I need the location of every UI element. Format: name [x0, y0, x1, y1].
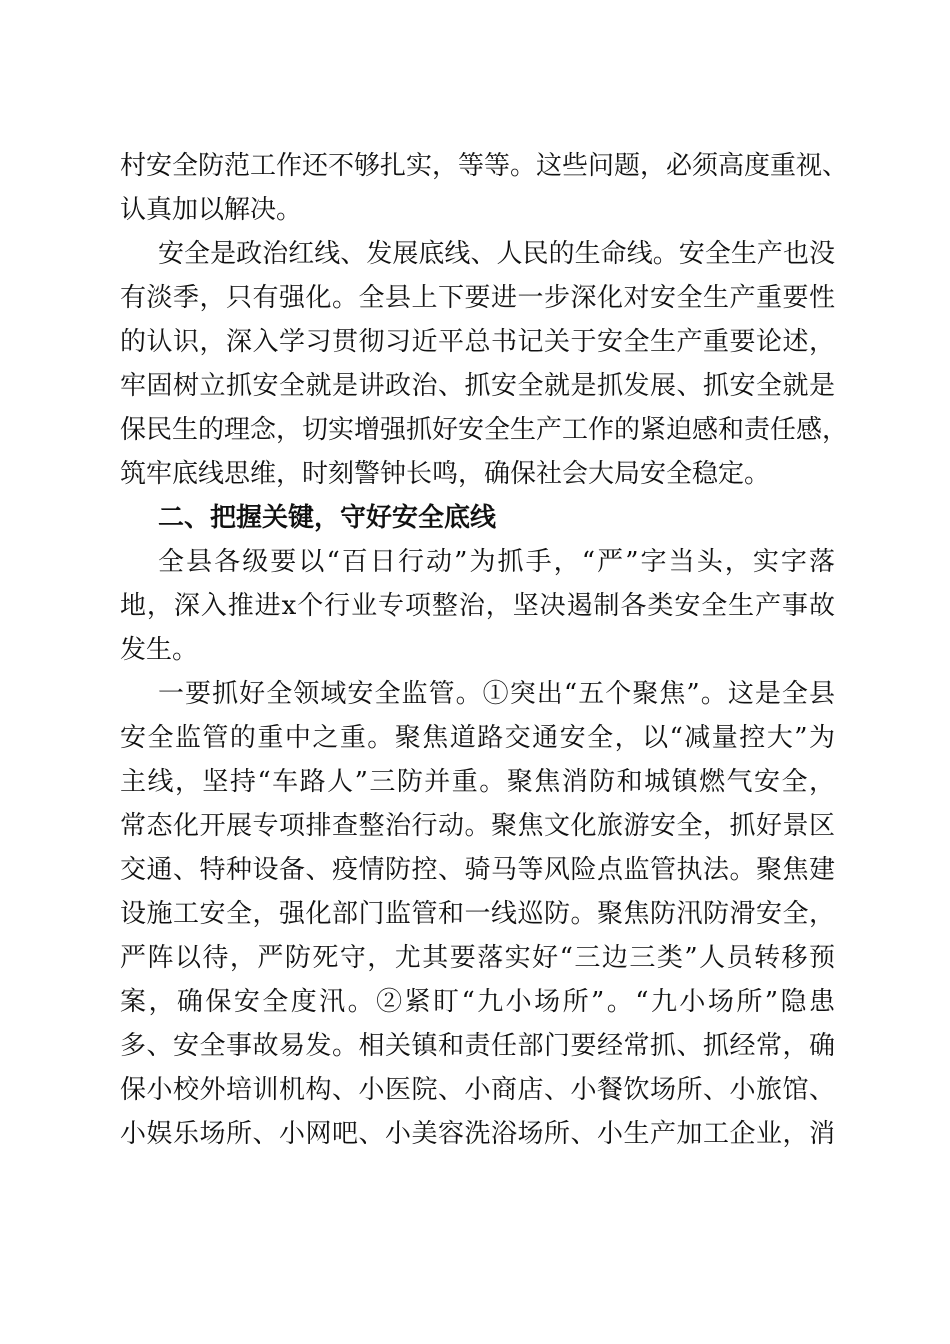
text-line: 发生。 [120, 635, 199, 665]
paragraph-2 [120, 232, 849, 496]
text-line: 村安全防范工作还不够扎实，等等。这些问题，必须高度重视、 [120, 151, 849, 181]
text-line: 安全监管的重中之重。聚焦道路交通安全，以“减量控大”为 [120, 723, 835, 753]
text-line: 案，确保安全度汛。②紧盯“九小场所”。“九小场所”隐患 [120, 987, 835, 1017]
text-line: 地，深入推进x个行业专项整治，坚决遏制各类安全生产事故 [120, 591, 835, 621]
text-line: 小娱乐场所、小网吧、小美容洗浴场所、小生产加工企业，消 [120, 1119, 835, 1149]
text-line: 全县各级要以“百日行动”为抓手，“严”字当头，实字落 [158, 547, 835, 577]
text-line: 交通、特种设备、疫情防控、骑马等风险点监管执法。聚焦建 [120, 855, 835, 885]
paragraph-1 [120, 144, 849, 232]
document-body [120, 144, 849, 1156]
text-line: 主线，坚持“车路人”三防并重。聚焦消防和城镇燃气安全， [120, 767, 835, 797]
text-line: 一要抓好全领域安全监管。①突出“五个聚焦”。这是全县 [158, 679, 835, 709]
text-line: 保小校外培训机构、小医院、小商店、小餐饮场所、小旅馆、 [120, 1075, 835, 1105]
text-line: 设施工安全，强化部门监管和一线巡防。聚焦防汛防滑安全， [120, 899, 835, 929]
paragraph-3 [120, 540, 835, 672]
section-heading: 二、把握关键，守好安全底线 [158, 503, 497, 533]
text-line: 严阵以待，严防死守，尤其要落实好“三边三类”人员转移预 [120, 943, 835, 973]
text-line: 筑牢底线思维，时刻警钟长鸣，确保社会大局安全稳定。 [120, 459, 771, 489]
text-line: 的认识，深入学习贯彻习近平总书记关于安全生产重要论述， [120, 327, 835, 357]
text-line: 多、安全事故易发。相关镇和责任部门要经常抓、抓经常，确 [120, 1031, 835, 1061]
text-line: 保民生的理念，切实增强抓好安全生产工作的紧迫感和责任感， [120, 415, 849, 445]
text-line: 牢固树立抓安全就是讲政治、抓安全就是抓发展、抓安全就是 [120, 371, 835, 401]
text-line: 常态化开展专项排查整治行动。聚焦文化旅游安全，抓好景区 [120, 811, 835, 841]
text-line: 有淡季，只有强化。全县上下要进一步深化对安全生产重要性 [120, 283, 835, 313]
text-line: 安全是政治红线、发展底线、人民的生命线。安全生产也没 [158, 239, 835, 269]
paragraph-4 [120, 672, 835, 1156]
text-line: 认真加以解决。 [120, 195, 303, 225]
